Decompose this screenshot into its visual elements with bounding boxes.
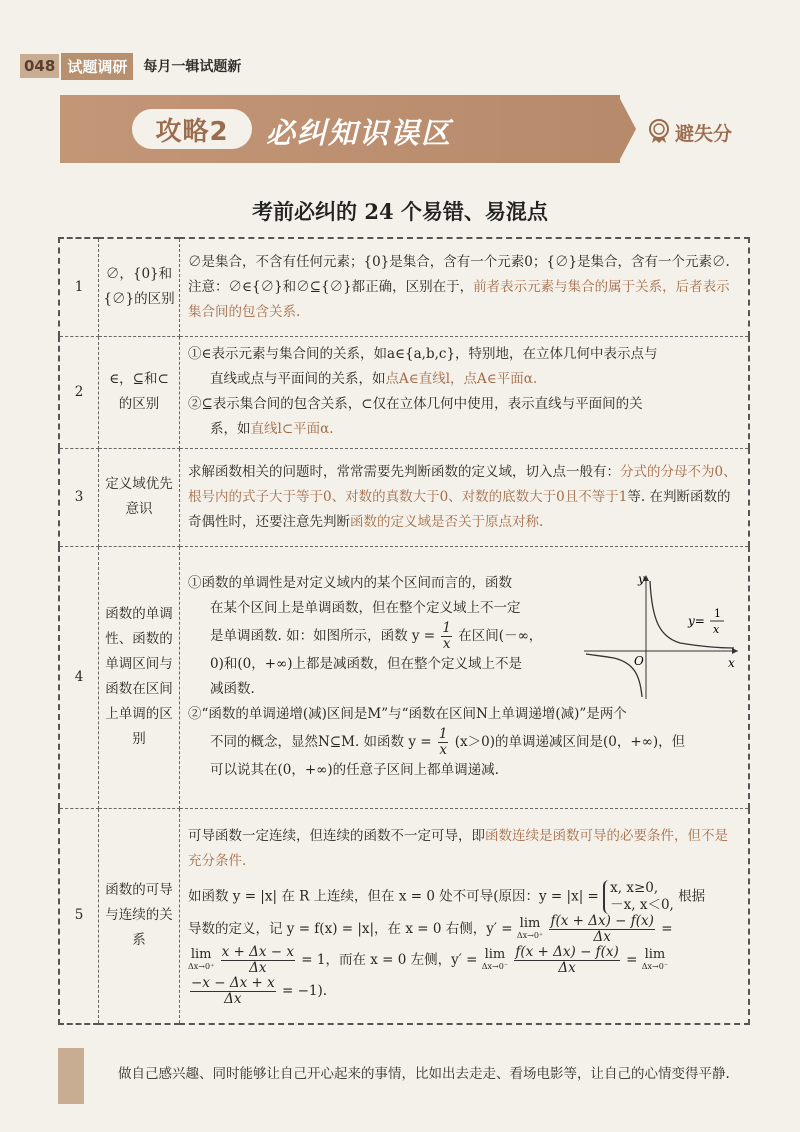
row-number: 4 bbox=[59, 546, 99, 808]
content-line bbox=[188, 621, 580, 652]
fraction-denominator: Δx bbox=[190, 991, 276, 1007]
row-content bbox=[180, 336, 750, 448]
fraction-denominator: x bbox=[439, 742, 447, 758]
content-line bbox=[188, 880, 740, 914]
limit-subscript: Δx→0⁻ bbox=[481, 961, 509, 971]
row-content bbox=[180, 448, 750, 546]
piecewise-brace bbox=[603, 880, 674, 914]
table-row bbox=[59, 238, 749, 336]
piecewise-case: x, x≥0, bbox=[610, 880, 659, 897]
origin-label: O bbox=[634, 654, 644, 668]
fraction-numerator: f(x + Δx) − f(x) bbox=[550, 913, 654, 930]
page-subtitle: 考前必纠的 24 个易错、易混点 bbox=[252, 199, 548, 224]
table-row bbox=[59, 336, 749, 448]
highlight-text: 函数连续是函数可导的必要条件，但不是充分条件. bbox=[188, 828, 728, 870]
fraction-numerator: −x − Δx + x bbox=[191, 975, 275, 992]
row-topic: 函数的单调性、函数的单调区间与函数在区间上单调的区别 bbox=[99, 546, 180, 808]
content-line bbox=[188, 727, 740, 758]
row-number: 5 bbox=[59, 808, 99, 1024]
content-line: 减函数. bbox=[210, 681, 255, 697]
row-number: 3 bbox=[59, 448, 99, 546]
row-content bbox=[180, 238, 750, 336]
fraction bbox=[549, 914, 654, 945]
content-text: 导数的定义，记 y = f(x) = |x|，在 x = 0 右侧，y′ = bbox=[188, 921, 513, 938]
fraction bbox=[441, 621, 452, 652]
strategy-badge: 攻略2 bbox=[132, 109, 252, 149]
graph-text bbox=[188, 571, 580, 702]
highlight-text: 直线l⊂平面α. bbox=[250, 421, 334, 437]
curve-label-prefix: y= bbox=[688, 614, 705, 628]
x-axis-label: x bbox=[728, 656, 735, 670]
content-text: 可导函数一定连续，但连续的函数不一定可导，即 bbox=[188, 828, 485, 845]
content-line: ②⊆表示集合间的包含关系，⊂仅在立体几何中使用，表示直线与平面间的关 bbox=[188, 396, 643, 412]
curve-label-denominator: x bbox=[713, 623, 720, 636]
content-text: 直线或点与平面间的关系，如 bbox=[210, 371, 386, 387]
content-paragraph bbox=[188, 824, 740, 874]
content-text: = bbox=[661, 921, 673, 938]
highlight-text: 点A∈直线l，点A∈平面α. bbox=[385, 371, 538, 387]
limit-subscript: Δx→0⁻ bbox=[641, 961, 669, 971]
content-line: 可以说其在(0，+∞)的任意子区间上都单调递减. bbox=[210, 762, 499, 778]
page-header bbox=[20, 52, 241, 80]
content-line: 在某个区间上是单调函数，但在整个定义域上不一定 bbox=[210, 600, 521, 616]
limit-text: lim bbox=[484, 946, 506, 962]
content-text: 求解函数相关的问题时，常常需要先判断函数的定义域，切入点一般有： bbox=[188, 463, 620, 480]
fraction-numerator: x + Δx − x bbox=[221, 944, 294, 961]
content-text: (x＞0)的单调递减区间是(0，+∞)，但 bbox=[454, 734, 686, 750]
x-axis-arrow-icon bbox=[732, 648, 738, 654]
fraction bbox=[438, 727, 449, 758]
row-topic: ∅，{0}和{∅}的区别 bbox=[99, 238, 180, 336]
graph-section bbox=[188, 571, 740, 702]
content-text: 根据 bbox=[678, 888, 706, 905]
content-line bbox=[188, 367, 740, 392]
content-text: = −1). bbox=[282, 983, 328, 1000]
row-topic: ∈，⊆和⊂的区别 bbox=[99, 336, 180, 448]
content-text: = bbox=[626, 952, 638, 969]
fraction bbox=[514, 945, 619, 976]
highlight-text: 函数的定义域是否关于原点对称. bbox=[350, 513, 544, 530]
table-row bbox=[59, 448, 749, 546]
content-line: ①函数的单调性是对定义域内的某个区间而言的，函数 bbox=[188, 575, 512, 591]
fraction-numerator: f(x + Δx) − f(x) bbox=[515, 944, 619, 961]
fraction-numerator: 1 bbox=[442, 620, 451, 636]
limit-operator bbox=[481, 946, 509, 973]
highlight-text: 前者表示元素与集合的属于关系，后者表示集合间的包含关系. bbox=[188, 278, 730, 320]
content-text: ∅是集合，不含有任何元素；{0}是集合，含有一个元素0；{∅}是集合，含有一个元素∅. 注意：∅∈{∅}和∅⊆{∅}都正确，区别在于， bbox=[188, 253, 730, 295]
fraction-denominator: Δx bbox=[514, 960, 619, 976]
limit-text: lim bbox=[190, 946, 212, 962]
row-content bbox=[180, 808, 750, 1024]
header-slogan: 每月一辑试题新 bbox=[143, 59, 242, 75]
footer-quote: 做自己感兴趣、同时能够让自己开心起来的事情，比如出去走走、看场电影等，让自己的心情变得平静. bbox=[118, 1066, 730, 1082]
table-row bbox=[59, 546, 749, 808]
limit-operator bbox=[641, 946, 669, 973]
content-line bbox=[188, 945, 740, 1007]
content-line: 0)和(0，+∞)上都是减函数，但在整个定义域上不是 bbox=[210, 656, 523, 672]
piecewise-case: －x, x＜0, bbox=[610, 897, 674, 914]
banner-tail bbox=[618, 95, 636, 163]
content-text: 如函数 y = |x| 在 R 上连续，但在 x = 0 处不可导(原因：y = |x| = bbox=[188, 888, 599, 905]
knowledge-table bbox=[58, 237, 750, 1025]
limit-subscript: Δx→0⁺ bbox=[516, 930, 544, 940]
content-text: 在区间(－∞， bbox=[458, 628, 543, 644]
limit-operator bbox=[188, 946, 215, 973]
piecewise-cases bbox=[603, 880, 674, 914]
content-line bbox=[188, 417, 740, 442]
row-topic: 函数的可导与连续的关系 bbox=[99, 808, 180, 1024]
fraction-denominator: Δx bbox=[549, 929, 654, 945]
content-text: 系，如 bbox=[210, 421, 251, 437]
content-line bbox=[188, 914, 740, 945]
y-axis-label: y bbox=[638, 572, 645, 586]
content-line: ①∈表示元素与集合间的关系，如a∈{a,b,c}，特别地，在立体几何中表示点与 bbox=[188, 346, 658, 362]
banner-title: 必纠知识误区 bbox=[266, 116, 453, 150]
content-line: ②“函数的单调递增(减)区间是M”与“函数在区间N上单调递增(减)”是两个 bbox=[188, 706, 627, 722]
table-row bbox=[59, 808, 749, 1024]
limit-text: lim bbox=[644, 946, 666, 962]
footer-decoration bbox=[58, 1048, 84, 1104]
limit-subscript: Δx→0⁺ bbox=[188, 961, 215, 971]
content-text: 不同的概念，显然N⊆M. 如函数 y = bbox=[210, 734, 432, 750]
fraction-denominator: x bbox=[442, 636, 451, 652]
avoid-loss-label: 避失分 bbox=[675, 123, 733, 145]
content-text: 是单调函数. 如：如图所示，函数 y = bbox=[210, 628, 436, 644]
row-number: 1 bbox=[59, 238, 99, 336]
content-text: 等. 在判断函数的奇偶性时，还要注意先判断 bbox=[188, 488, 731, 530]
fraction bbox=[221, 945, 295, 976]
ribbon-seal-icon bbox=[646, 118, 672, 144]
fraction-numerator: 1 bbox=[438, 726, 448, 742]
limit-text: lim bbox=[519, 915, 541, 931]
limit-operator bbox=[516, 915, 544, 942]
reciprocal-function-graph bbox=[580, 571, 740, 701]
content-text: = 1，而在 x = 0 左侧，y′ = bbox=[301, 952, 478, 969]
page-number: 048 bbox=[20, 54, 59, 78]
curve-label-numerator: 1 bbox=[714, 607, 721, 620]
fraction bbox=[190, 976, 276, 1007]
row-topic: 定义域优先意识 bbox=[99, 448, 180, 546]
fraction-denominator: Δx bbox=[221, 960, 295, 976]
highlight-text: 分式的分母不为0、根号内的式子大于等于0、对数的真数大于0、对数的底数大于0且不等于1 bbox=[188, 463, 737, 505]
section-label: 试题调研 bbox=[61, 53, 133, 80]
row-number: 2 bbox=[59, 336, 99, 448]
row-content bbox=[180, 546, 750, 808]
